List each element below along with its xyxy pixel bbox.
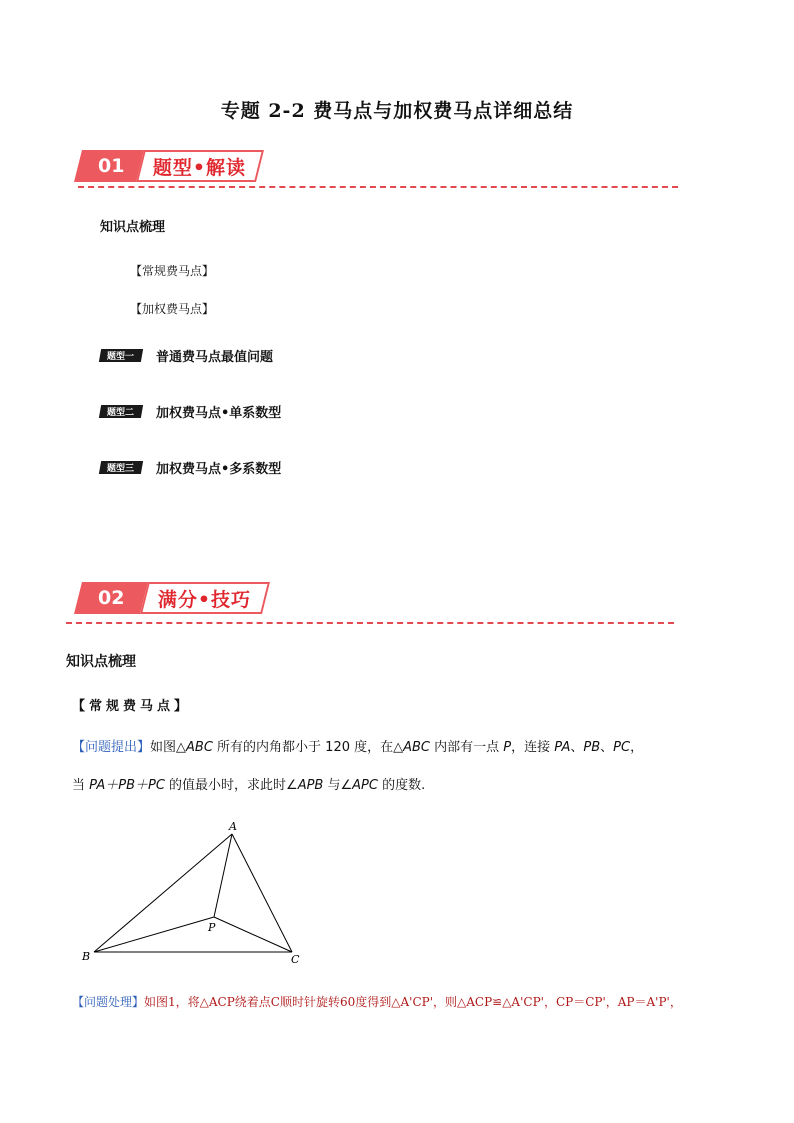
- vertex-label-c: C: [291, 953, 300, 966]
- section-number: 01: [97, 155, 125, 177]
- text: 如图△: [150, 740, 187, 755]
- problem-type-badge: [99, 461, 143, 474]
- section-divider: [66, 622, 674, 624]
- math-var: APB: [297, 778, 324, 793]
- edge-ac: [232, 834, 292, 952]
- toc-item: [100, 346, 273, 365]
- text: 的值最小时，求此时∠: [164, 778, 298, 793]
- solution-text: 如图1，将△ACP绕着点C顺时针旋转60度得到△A'CP'，则△ACP≌△A'CP'，CP＝CP'，AP＝A'P'，: [144, 995, 682, 1009]
- section-title-box: [140, 582, 270, 614]
- segment-pb: [94, 917, 214, 952]
- math-expression: PA＋PB＋PC: [89, 778, 165, 793]
- toc-subheading-weighted: 【加权费马点】: [130, 302, 215, 316]
- section-title: 满分•技巧: [158, 588, 252, 611]
- badge-label: 题型一: [107, 352, 135, 362]
- body-subheading: 【常规费马点】: [72, 699, 192, 714]
- math-var: ABC: [403, 740, 431, 755]
- text: 与∠: [323, 778, 353, 793]
- text: 所有的内角都小于 120 度，在△: [212, 740, 404, 755]
- problem-type-badge: [99, 405, 143, 418]
- toc-subheading-regular: 【常规费马点】: [130, 264, 215, 278]
- toc-item: [100, 458, 281, 477]
- badge-label: 题型二: [107, 408, 135, 418]
- toc-item-label: 加权费马点•单系数型: [156, 406, 282, 421]
- math-var: APC: [352, 778, 378, 793]
- text: ，连接: [511, 740, 555, 755]
- math-var: PB: [583, 740, 601, 755]
- segment-pc: [214, 917, 292, 952]
- text: 、: [600, 740, 614, 755]
- vertex-label-b: B: [82, 950, 91, 963]
- solution-tag: 【问题处理】: [72, 995, 145, 1009]
- text: 、: [570, 740, 584, 755]
- section-title-box: [136, 150, 264, 182]
- text: 内部有一点: [430, 740, 504, 755]
- text: ，: [630, 740, 644, 755]
- question-line-2: [72, 776, 425, 796]
- page-title: 专题 2-2 费马点与加权费马点详细总结: [220, 100, 574, 122]
- section-number-badge: [74, 582, 148, 614]
- badge-label: 题型三: [107, 464, 135, 474]
- solution-line: [72, 992, 682, 1012]
- math-var: PC: [613, 740, 631, 755]
- question-line-1: [72, 738, 643, 758]
- edge-ab: [94, 834, 232, 952]
- math-var: ABC: [186, 740, 213, 755]
- toc-item-label: 加权费马点•多系数型: [156, 462, 282, 477]
- section-divider: [78, 186, 678, 188]
- toc-item: [100, 402, 281, 421]
- question-tag: 【问题提出】: [72, 740, 151, 755]
- text: 的度数.: [377, 778, 426, 793]
- toc-item-label: 普通费马点最值问题: [156, 350, 274, 365]
- section-number: 02: [97, 587, 125, 609]
- section-title: 题型•解读: [153, 156, 247, 179]
- point-label-p: P: [208, 921, 216, 934]
- body-heading: 知识点梳理: [66, 654, 136, 670]
- math-var: PA: [554, 740, 571, 755]
- vertex-label-a: A: [229, 820, 237, 833]
- text: 当: [72, 778, 90, 793]
- toc-heading: 知识点梳理: [100, 220, 166, 235]
- math-var: P: [503, 740, 512, 755]
- problem-type-badge: [99, 349, 143, 362]
- triangle-figure: [78, 816, 318, 968]
